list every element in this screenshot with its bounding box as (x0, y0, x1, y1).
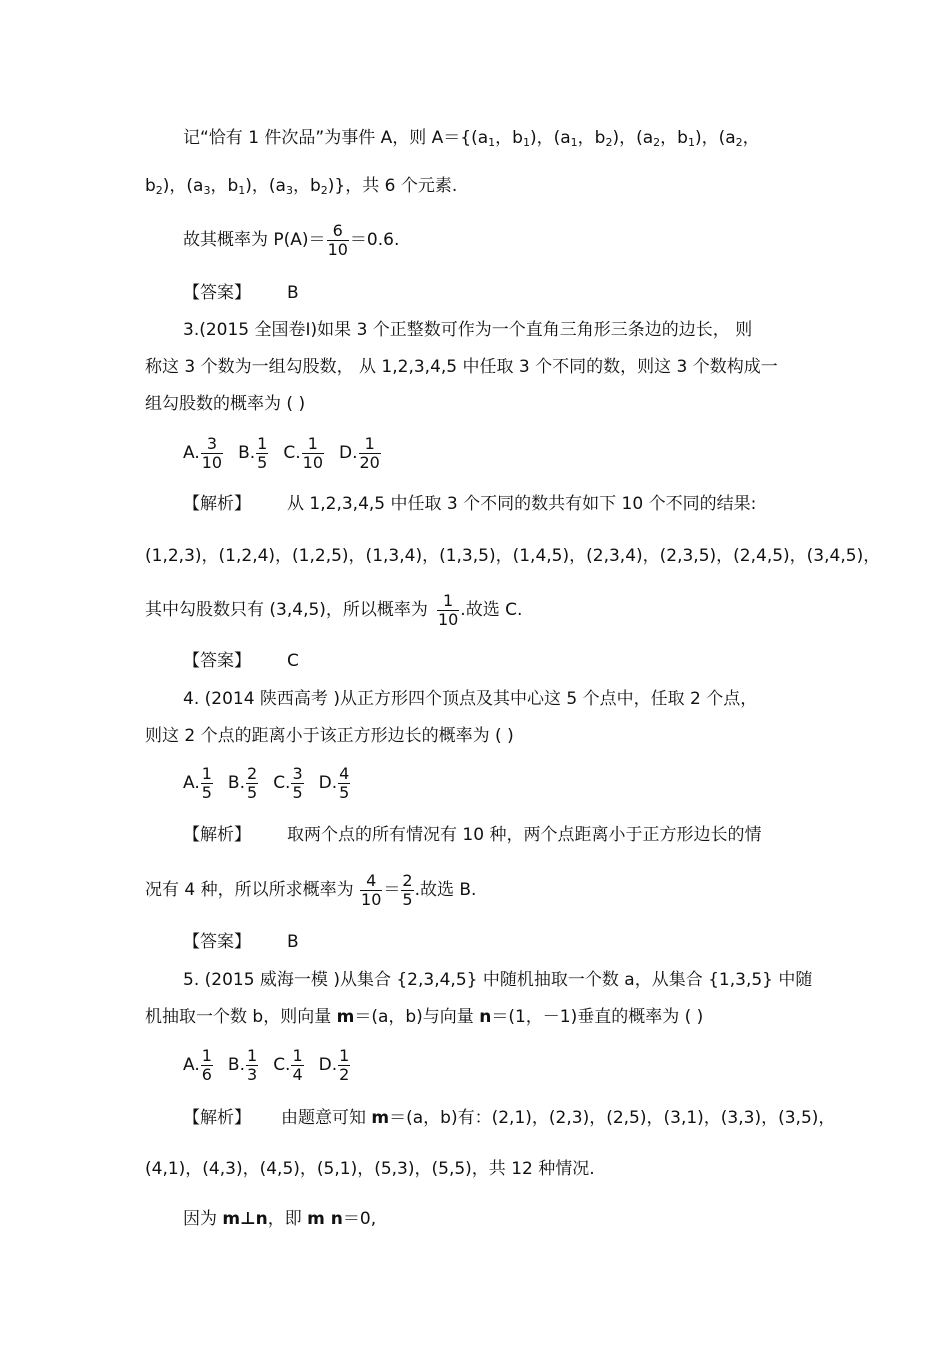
q4-analysis-2: 况有 4 种，所以所求概率为 $\frac{4}{10}$ ＝ $\frac{2}{5}$ .故选 B. (145, 870, 477, 909)
option-a: A. $\frac{1}{6}$ (183, 1045, 212, 1084)
fraction: $\frac{2}{5}$ (402, 870, 413, 909)
option-a: A. $\frac{3}{10}$ (183, 433, 223, 472)
option-c: C. $\frac{1}{4}$ (273, 1045, 303, 1084)
q5-analysis-1: 【解析】 由题意可知 m＝(a，b)有：(2,1)，(2,3)，(2,5)，(3,1)，(3,3)，(3,5)， (183, 1108, 836, 1128)
option-b: B. $\frac{1}{3}$ (227, 1045, 258, 1084)
q3-analysis-1: 【解析】 从 1,2,3,4,5 中任取 3 个不同的数共有如下 10 个不同的结果: (183, 494, 757, 514)
q4-stem-1: 4. (2014 陕西高考 )从正方形四个顶点及其中心这 5 个点中，任取 2 个点， (183, 689, 758, 709)
q5-stem-2: 机抽取一个数 b，则向量 m＝(a，b)与向量 n＝(1，－1)垂直的概率为 ( ) (145, 1007, 704, 1027)
q5-analysis-3: 因为 m⊥n，即 m n＝0, (183, 1209, 377, 1229)
option-d: D. $\frac{1}{20}$ (339, 433, 380, 472)
option-b: B. $\frac{2}{5}$ (227, 763, 258, 802)
q3-stem-1: 3.(2015 全国卷Ⅰ)如果 3 个正整数可作为一个直角三角形三条边的边长， 则 (183, 320, 753, 340)
option-c: C. $\frac{1}{10}$ (283, 433, 323, 472)
fraction: $\frac{6}{10}$ (327, 220, 348, 259)
q3-options (183, 433, 382, 473)
option-d: D. $\frac{4}{5}$ (318, 763, 350, 802)
q2-probability: 故其概率为 P(A)＝ $\frac{6}{10}$ ＝0.6. (183, 220, 400, 259)
q2-line-1: 记“恰有 1 件次品”为事件 A，则 $A=\{(a_1$，$b_1$)，($a_1$，$b_2$)，($a_2$，$b_1$)，($a_2$， (183, 128, 760, 149)
q5-analysis-2: (4,1)，(4,3)，(4,5)，(5,1)，(5,3)，(5,5)，共 12 种情况. (145, 1159, 595, 1179)
q3-answer: 【答案】 C (183, 651, 299, 671)
q4-answer: 【答案】 B (183, 932, 299, 952)
q3-analysis-2: (1,2,3)，(1,2,4)，(1,2,5)，(1,3,4)，(1,3,5)，(1,4,5)，(2,3,4)，(2,3,5)，(2,4,5)，(3,4,5)， (145, 546, 881, 566)
fraction: $\frac{1}{10}$ (437, 590, 459, 629)
q3-stem-2: 称这 3 个数为一组勾股数， 从 1,2,3,4,5 中任取 3 个不同的数，则这 3 个数构成一 (145, 357, 778, 377)
q2-answer: 【答案】 B (183, 283, 299, 303)
q4-analysis-1: 【解析】 取两个点的所有情况有 10 种，两个点距离小于正方形边长的情 (183, 825, 762, 845)
q4-options (183, 763, 351, 803)
option-b: B. $\frac{1}{5}$ (238, 433, 268, 472)
option-a: A. $\frac{1}{5}$ (183, 763, 212, 802)
q5-stem-1: 5. (2015 威海一模 )从集合 {2,3,4,5} 中随机抽取一个数 a，从集合 {1,3,5} 中随 (183, 970, 813, 990)
q2-line-2: $b_2$)，($a_3$，$b_1$)，($a_3$，$b_2$)}，共 6 个元素. (145, 176, 458, 197)
fraction: $\frac{4}{10}$ (361, 870, 382, 909)
q3-stem-3: 组勾股数的概率为 ( ) (145, 394, 306, 414)
q3-analysis-3: 其中勾股数只有 (3,4,5)，所以概率为 $\frac{1}{10}$ .故选 C. (145, 590, 523, 629)
q5-options (183, 1045, 351, 1085)
option-d: D. $\frac{1}{2}$ (318, 1045, 350, 1084)
q4-stem-2: 则这 2 个点的距离小于该正方形边长的概率为 ( ) (145, 726, 514, 746)
option-c: C. $\frac{3}{5}$ (273, 763, 303, 802)
